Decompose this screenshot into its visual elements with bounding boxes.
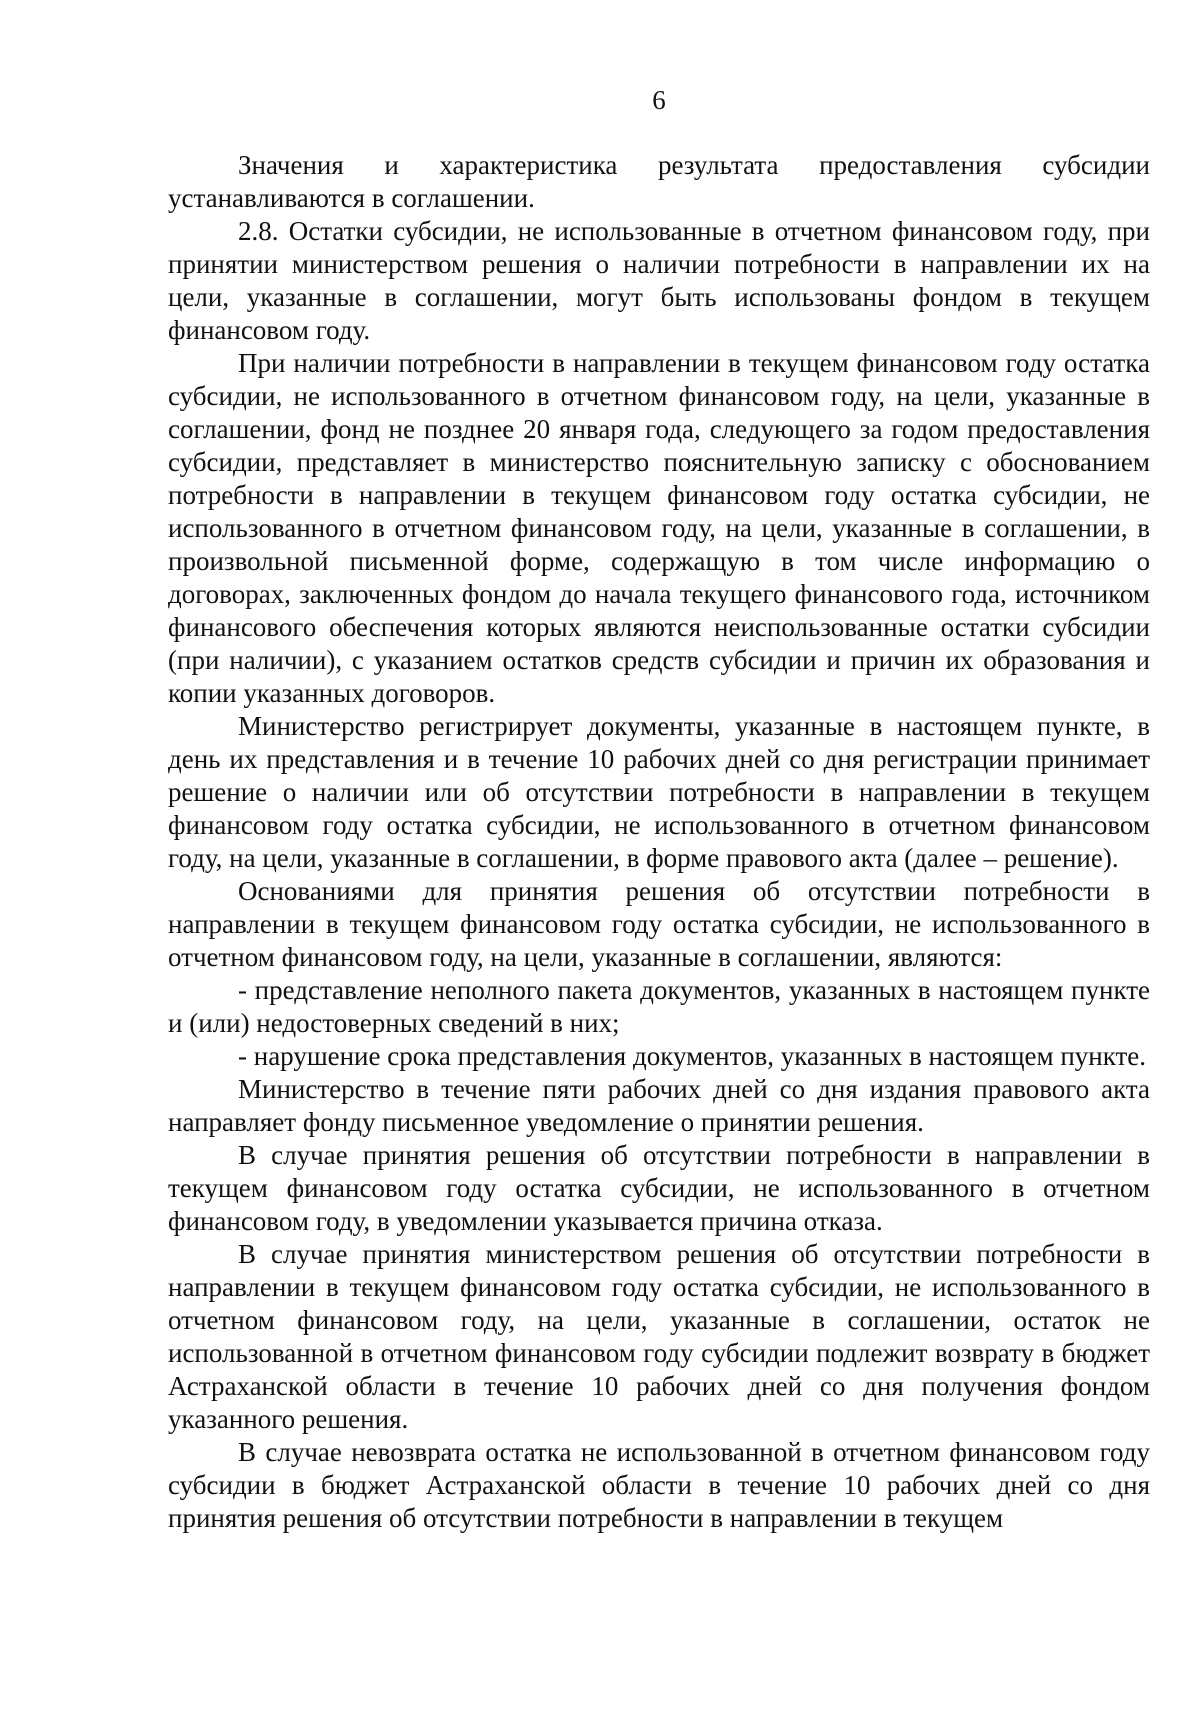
list-item-deadline-violation: - нарушение срока представления документов, указанных в настоящем пункте. — [238, 1041, 1147, 1071]
paragraph-ministry-registers: Министерство регистрирует документы, указанные в настоящем пункте, в день их представления и в течение 10 рабочих дней со дня регистрации принимает решение о наличии или об отсутствии потребности в направлении в текущем финансовом году остатка субсидии, не использованного в отчетном финансовом году, на цели, указанные в соглашении, в форме правового акта (далее – решение). — [168, 711, 1150, 873]
paragraph-clause-2-8: 2.8. Остатки субсидии, не использованные в отчетном финансовом году, при принятии министерством решения о наличии потребности в направлении их на цели, указанные в соглашении, могут быть использованы фондом в текущем финансовом году. — [168, 216, 1150, 345]
page-number: 6 — [652, 85, 666, 115]
paragraph-result-characteristics: Значения и характеристика результата предоставления субсидии устанавливаются в соглашении. — [168, 150, 1150, 213]
paragraph-refusal-reason: В случае принятия решения об отсутствии потребности в направлении в текущем финансовом году остатка субсидии, не использованного в отчетном финансовом году, в уведомлении указывается причина отказа. — [168, 1140, 1150, 1236]
paragraph-return-to-budget: В случае принятия министерством решения об отсутствии потребности в направлении в текущем финансовом году остатка субсидии, не использованного в отчетном финансовом году, на цели, указанные в соглашении, остаток не использованной в отчетном финансовом году субсидии подлежит возврату в бюджет Астраханской области в течение 10 рабочих дней со дня получения фондом указанного решения. — [168, 1239, 1150, 1434]
paragraph-notification: Министерство в течение пяти рабочих дней со дня издания правового акта направляет фонду письменное уведомление о принятии решения. — [168, 1074, 1150, 1137]
paragraph-need-for-balance: При наличии потребности в направлении в текущем финансовом году остатка субсидии, не использованного в отчетном финансовом году, на цели, указанные в соглашении, фонд не позднее 20 января года, следующего за годом предоставления субсидии, представляет в министерство пояснительную записку с обоснованием потребности в направлении в текущем финансовом году остатка субсидии, не использованного в отчетном финансовом году, на цели, указанные в соглашении, в произвольной письменной форме, содержащую в том числе информацию о договорах, заключенных фондом до начала текущего финансового года, источником финансового обеспечения которых являются неиспользованные остатки субсидии (при наличии), с указанием остатков средств субсидии и причин их образования и копии указанных договоров. — [168, 348, 1150, 708]
paragraph-non-return: В случае невозврата остатка не использованной в отчетном финансовом году субсидии в бюджет Астраханской области в течение 10 рабочих дней со дня принятия решения об отсутствии потребности в направлении в текущем — [168, 1437, 1150, 1533]
paragraph-grounds: Основаниями для принятия решения об отсутствии потребности в направлении в текущем финансовом году остатка субсидии, не использованного в отчетном финансовом году, на цели, указанные в соглашении, являются: — [168, 876, 1150, 972]
list-item-incomplete-docs: - представление неполного пакета документов, указанных в настоящем пункте и (или) недостоверных сведений в них; — [168, 975, 1150, 1038]
